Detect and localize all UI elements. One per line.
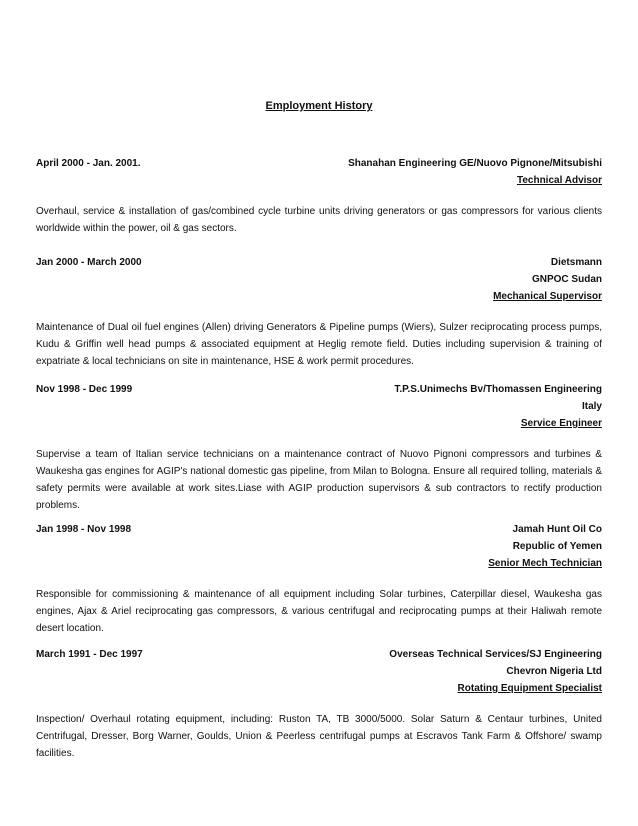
job-dates: Nov 1998 - Dec 1999 [36,384,133,395]
job-dates: March 1991 - Dec 1997 [36,649,143,660]
job-description: Responsible for commissioning & maintenance of all equipment including Solar turbines, Caterpillar diesel, Waukesha gas engines, Ajax & Ariel reciprocating gas compressors, & various centrifugal and reciprocating pumps at their Haliwah remote desert location. [36,589,602,634]
job-role: Technical Advisor [516,175,602,186]
section-heading: Employment History [265,100,373,112]
job-role: Senior Mech Technician [488,558,602,569]
employer-name: T.P.S.Unimechs Bv/Thomassen Engineering [394,384,602,395]
job-description: Overhaul, service & installation of gas/combined cycle turbine units driving generators or gas compressors for various clients worldwide within the power, oil & gas sectors. [36,206,602,234]
employer-location: Italy [581,401,602,412]
job-entry [36,521,602,637]
job-role: Mechanical Supervisor [493,291,602,302]
employer-name: Dietsmann [550,257,602,268]
job-description: Inspection/ Overhaul rotating equipment, including: Ruston TA, TB 3000/5000. Solar Saturn & Centaur turbines, United Centrifugal, Dresser, Borg Warner, Goulds, Union & Peerless centrifugal pumps at Escravos Tank Farm & Offshore/ swamp facilities. [36,714,602,759]
job-entry [36,646,602,762]
employer-location: Chevron Nigeria Ltd [506,666,602,677]
employer-location: GNPOC Sudan [531,274,602,285]
job-description: Maintenance of Dual oil fuel engines (Allen) driving Generators & Pipeline pumps (Wiers), Sulzer reciprocating process pumps, Kudu & Griffin well head pumps & associated equipment at Heglig remote field. Duties including supervision & training of expatriate & local technicians on site in maintenance, HSE & work permit procedures. [36,322,602,367]
job-header [36,521,602,572]
job-description: Supervise a team of Italian service technicians on a maintenance contract of Nuovo Pignoni compressors and turbines & Waukesha gas engines for AGIP's national domestic gas pipeline, from Milan to Bologna. Ensure all required tolling, materials & safety permits were available at work sites.Liase with AGIP production supervisors & sub contractors to rectify production problems. [36,449,602,511]
employer-name: Jamah Hunt Oil Co [512,524,602,535]
employer-name: Overseas Technical Services/SJ Engineering [389,649,602,660]
job-role: Service Engineer [520,418,602,429]
job-dates: Jan 2000 - March 2000 [36,257,142,268]
job-header [36,155,602,189]
job-entry [36,254,602,370]
employer-name: Shanahan Engineering GE/Nuovo Pignone/Mitsubishi [348,158,602,169]
employer-location: Republic of Yemen [512,541,602,552]
job-entry [36,155,602,237]
job-header [36,254,602,305]
job-dates: April 2000 - Jan. 2001. [36,158,141,169]
job-dates: Jan 1998 - Nov 1998 [36,524,132,535]
job-role: Rotating Equipment Specialist [457,683,602,694]
job-entry [36,381,602,514]
job-header [36,646,602,697]
job-header [36,381,602,432]
